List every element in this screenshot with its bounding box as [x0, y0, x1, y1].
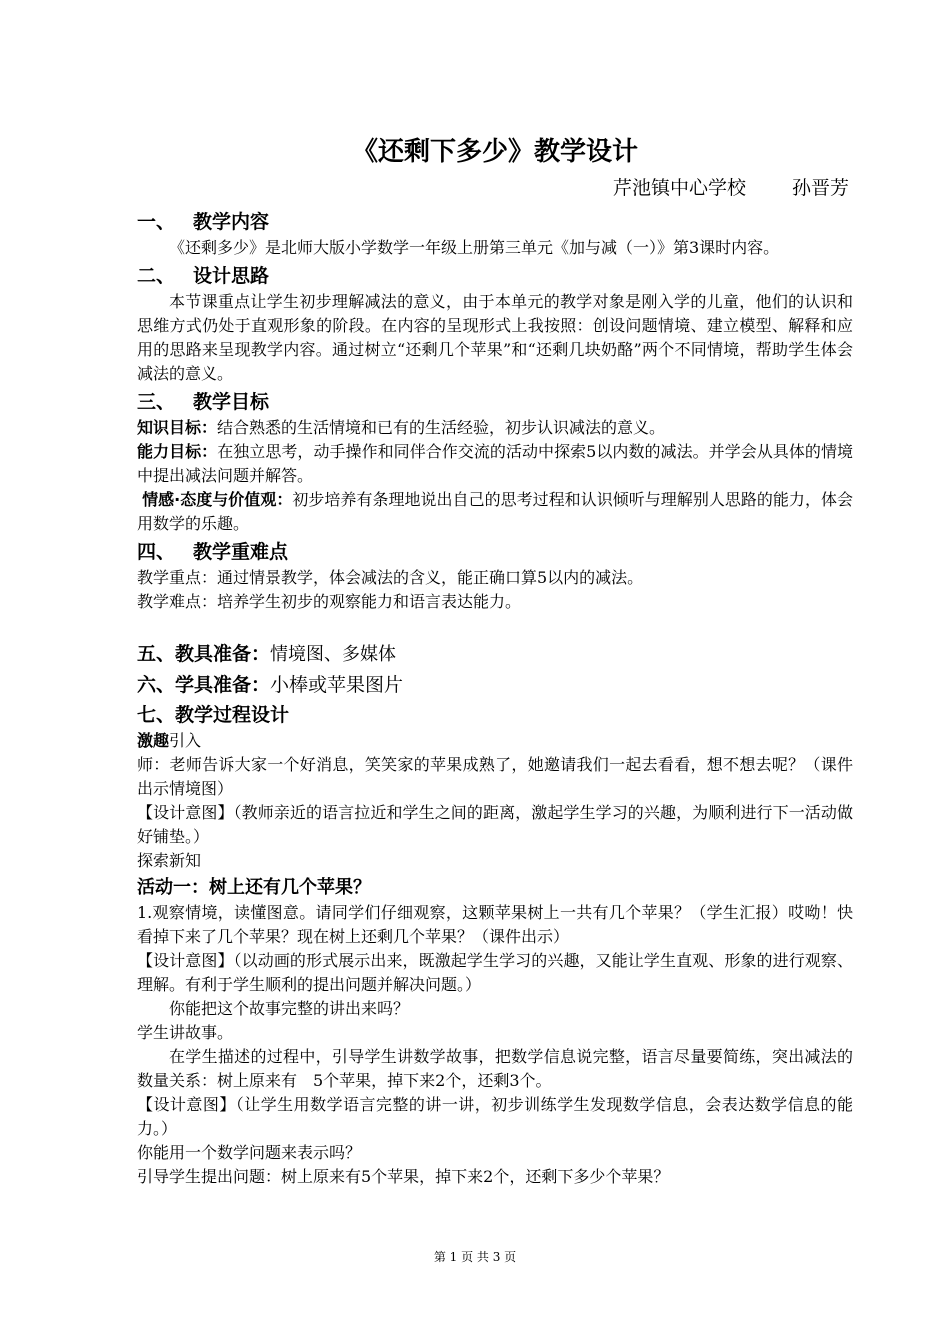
goal-label: 能力目标：	[137, 442, 218, 461]
section-number: 三、	[137, 391, 176, 413]
section-2-text: 本节课重点让学生初步理解减法的意义，由于本单元的教学对象是刚入学的儿童，他们的认识和思维方式仍处于直观形象的阶段。在内容的呈现形式上我按照：创设问题情境、建立模型、解释和应用的思路来呈现教学内容。通过树立“还剩几个苹果”和“还剩几块奶酪”两个不同情境，帮助学生体会减法的意义。	[137, 292, 853, 383]
author-line	[137, 174, 849, 202]
section-value: 小棒或苹果图片	[270, 674, 404, 696]
goal-text: 在独立思考，动手操作和同伴合作交流的活动中探索5以内数的减法。并学会从具体的情境中提出减法问题并解答。	[137, 442, 853, 485]
knowledge-goal	[137, 416, 853, 440]
design-intent-2: 【设计意图】（以动画的形式展示出来，既激起学生学习的兴趣，又能让学生直观、形象的进行观察、理解。有利于学生顺利的提出问题并解决问题。）	[137, 951, 853, 994]
goal-label: 知识目标：	[137, 418, 218, 437]
section-1-heading	[137, 208, 853, 236]
section-title: 六、学具准备：	[137, 674, 271, 696]
document-body	[137, 134, 853, 1189]
section-1-text: 《还剩多少》是北师大版小学数学一年级上册第三单元《加与减（一）》第3课时内容。	[169, 238, 780, 257]
emotion-goal	[137, 488, 853, 536]
document-title: 《还剩下多少》教学设计	[351, 137, 638, 167]
author-name: 孙晋芳	[791, 177, 849, 199]
author-school: 芹池镇中心学校	[612, 177, 746, 199]
section-title: 五、教具准备：	[137, 643, 271, 665]
page-footer: 第 1 页 共 3 页	[433, 1250, 517, 1264]
ask-story: 你能把这个故事完整的讲出来吗？	[169, 999, 410, 1018]
spacer	[137, 614, 853, 638]
key-point: 教学重点：通过情景教学，体会减法的含义，能正确口算5以内的减法。	[137, 568, 644, 587]
section-title: 教学目标	[193, 391, 270, 413]
intro-heading	[137, 729, 853, 753]
design-intent-3: 【设计意图】（让学生用数学语言完整的讲一讲，初步训练学生发现数学信息，会表达数学信息的能力。）	[137, 1095, 853, 1138]
section-title: 设计思路	[193, 265, 270, 287]
intro-rest: 引入	[169, 731, 202, 750]
section-number: 四、	[137, 541, 176, 563]
difficult-point: 教学难点：培养学生初步的观察能力和语言表达能力。	[137, 592, 522, 611]
section-4-heading	[137, 538, 853, 566]
question-text: 你能用一个数学问题来表示吗？	[137, 1143, 362, 1162]
section-5-heading	[137, 640, 853, 669]
intro-bold: 激趣	[137, 731, 170, 750]
section-6-heading	[137, 671, 853, 699]
teacher-line: 师：老师告诉大家一个好消息，笑笑家的苹果成熟了，她邀请我们一起去看看，想不想去呢？（课件出示情境图）	[137, 755, 853, 798]
goal-label: 情感·态度与价值观：	[142, 490, 293, 509]
section-number: 二、	[137, 265, 176, 287]
step-1: 1.观察情境，读懂图意。请同学们仔细观察，这颗苹果树上一共有几个苹果？（学生汇报）哎呦！快看掉下来了几个苹果？现在树上还剩几个苹果？（课件出示）	[137, 903, 853, 946]
tell-story: 学生讲故事。	[137, 1023, 234, 1042]
section-3-heading	[137, 388, 853, 416]
section-7-heading: 七、教学过程设计	[137, 704, 290, 726]
activity-1-heading: 活动一：树上还有几个苹果？	[137, 877, 371, 898]
section-value: 情境图、多媒体	[270, 644, 397, 665]
goal-text: 结合熟悉的生活情境和已有的生活经验，初步认识减法的意义。	[217, 418, 666, 437]
section-2-heading	[137, 262, 853, 290]
section-number: 一、	[137, 211, 176, 233]
prompt-text: 引导学生提出问题：树上原来有5个苹果，掉下来2个，还剩下多少个苹果？	[137, 1167, 670, 1186]
section-title: 教学重难点	[193, 541, 289, 563]
section-title: 教学内容	[193, 211, 270, 233]
goal-text: 初步培养有条理地说出自己的思考过程和认识倾听与理解别人思路的能力，体会用数学的乐趣。	[137, 490, 853, 533]
ability-goal	[137, 440, 853, 488]
design-intent-1: 【设计意图】（教师亲近的语言拉近和学生之间的距离，激起学生学习的兴趣，为顺利进行下一活动做好铺垫。）	[137, 803, 853, 846]
guide-text: 在学生描述的过程中，引导学生讲数学故事，把数学信息说完整，语言尽量要简练，突出减法的数量关系：树上原来有 5个苹果，掉下来2个，还剩3个。	[137, 1047, 853, 1090]
explore-heading: 探索新知	[137, 851, 202, 870]
